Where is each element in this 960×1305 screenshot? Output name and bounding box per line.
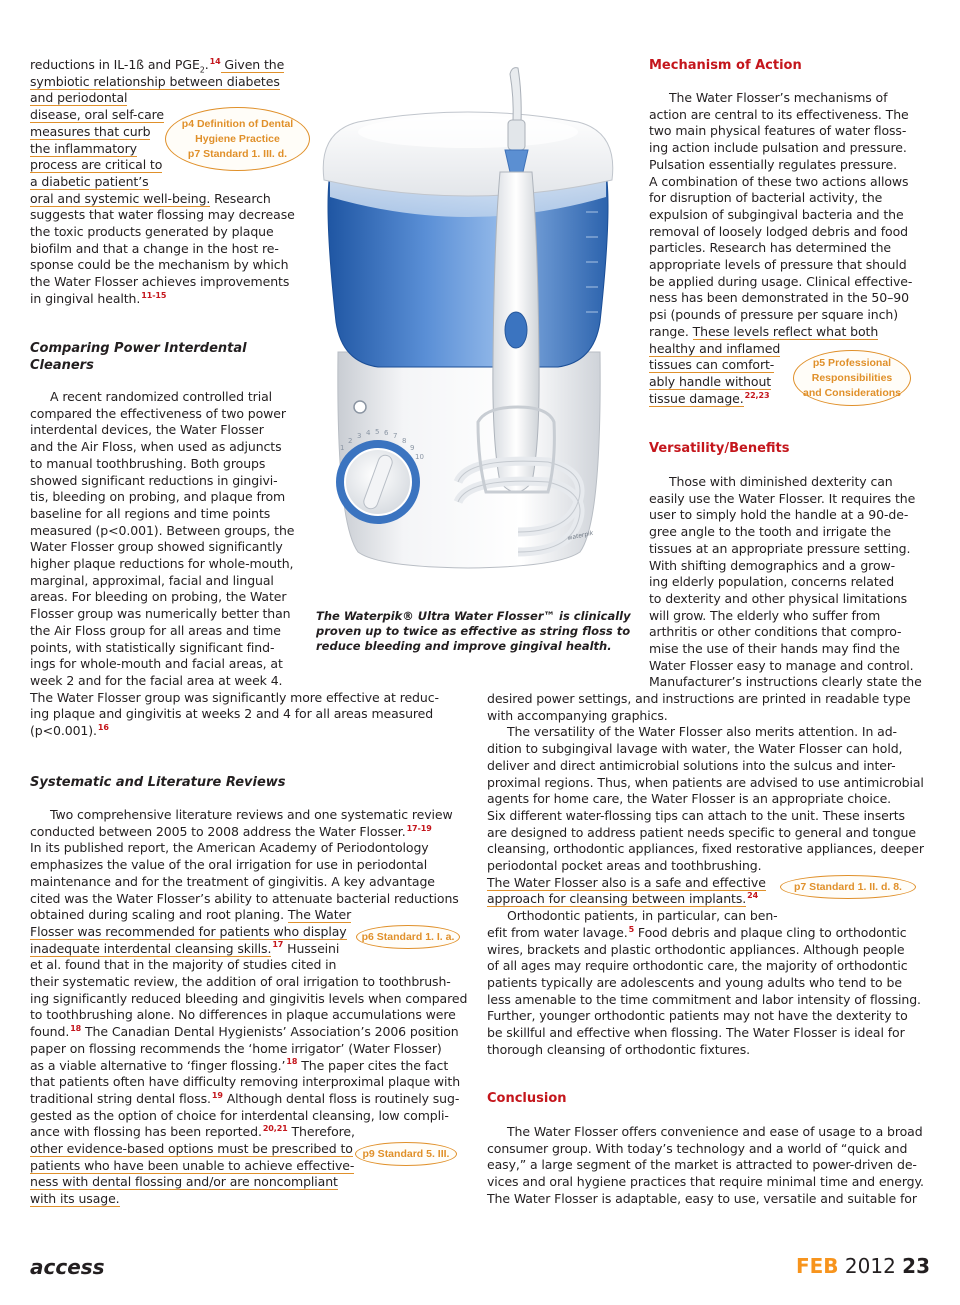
reference-mark: 11-15 bbox=[141, 290, 167, 300]
magazine-name: access bbox=[30, 1255, 105, 1279]
section-heading-comparing: Comparing Power Interdental Cleaners bbox=[30, 341, 247, 373]
reference-mark: 5 bbox=[628, 924, 635, 934]
reference-mark: 18 bbox=[70, 1023, 82, 1033]
issue-year: 2012 bbox=[844, 1254, 896, 1278]
svg-text:10: 10 bbox=[415, 453, 424, 461]
svg-text:3: 3 bbox=[357, 432, 362, 440]
section-heading-conclusion: Conclusion bbox=[487, 1091, 567, 1106]
power-button bbox=[354, 401, 366, 413]
image-caption: The Waterpik® Ultra Water Flosser™ is clinically proven up to twice as effective as string floss to reduce bleeding and improve gingival health. bbox=[316, 609, 631, 653]
water-flosser-product-image bbox=[318, 62, 618, 607]
issue-and-page bbox=[796, 1254, 930, 1278]
svg-text:9: 9 bbox=[410, 444, 415, 452]
section-heading-mechanism: Mechanism of Action bbox=[649, 58, 802, 73]
section-heading-versatility: Versatility/Benefits bbox=[649, 441, 790, 456]
issue-month: FEB bbox=[795, 1254, 839, 1278]
svg-text:1: 1 bbox=[340, 444, 345, 452]
reference-mark: 24 bbox=[747, 891, 759, 901]
versatility-paragraph-narrow: Those with diminished dexterity can easily use the Water Flosser. It requires the user to simply hold the handle at a 90-de- gree angle to the tooth and irrigate the tissues at an appropriate pressure setting. With shifting demographics and a grow- ing elderly population, concerns related to dexterity and other physical limitations will grow. The elderly who suffer from arthritis or other conditions that compro- mise the use of their hands may find the Water Flosser easy to manage and control. Manufacturer’s instructions clearly state the bbox=[649, 474, 922, 690]
svg-text:8: 8 bbox=[402, 437, 407, 445]
systematic-paragraph: Two comprehensive literature reviews and one systematic review conducted between 2005 to 2008 address the Water Flosser.$^{17-19}$ In its published report, the American Academy of Periodontology emphasizes the value of the oral irrigation for use in periodontal maintenance and for the treatment of gingivitis. A key advantage cited was the Water Flosser’s ability to attenuate bacterial reductions obtained during scaling and root planing. The Water Flosser was recommended for patients who display inadequate interdental cleansing skills.$^{17}$ Husseini et al. found that in the majority of studies cited in their systematic review, the addition of oral irrigation to toothbrush- ing significantly reduced bleeding and gingivitis levels when compared to toothbrushing alone. No differences in plaque accumulations were found.$^{18}$ The Canadian Dental Hygienists’ Association’s 2006 position paper on flossing recommends the ‘home irrigator’ (Water Flosser) as a viable alternative to ‘finger flossing.’$^{18}$ The paper cites the fact that patients often have difficulty removing interproximal plaque with traditional string dental floss.$^{19}$ Although dental floss is routinely sug- gested as the option of choice for interdental cleansing, low compli- ance with flossing has been reported.$^{20,21}$ Therefore, other evidence-based options must be prescribed to patients who have been unable to achieve effective- ness with dental flossing and/or are noncompliant with its usage. bbox=[30, 807, 468, 1207]
annotation-p6-standard: p6 Standard 1. I. a. bbox=[356, 925, 460, 949]
annotation-p9-standard: p9 Standard 5. III. bbox=[355, 1142, 457, 1166]
reference-mark: 20,21 bbox=[262, 1124, 288, 1134]
reference-mark: 17-19 bbox=[406, 823, 432, 833]
reference-mark: 17 bbox=[272, 940, 284, 950]
handle-pause-button bbox=[505, 312, 527, 348]
intro-paragraph: reductions in IL-1ß and $PGE_2.^{14}$ Given the symbiotic relationship between diabetes and periodontal disease, oral self-care measures that curb the inflammatory process are critical to a diabetic patient’s oral and systemic well-being. Research suggests that water flossing may decrease the toxic products generated by plaque biofilm and that a change in the host re- sponse could be the mechanism by which the Water Flosser achieves improvements in gingival health.$^{11-15}$ bbox=[30, 56, 295, 306]
svg-text:6: 6 bbox=[384, 429, 389, 437]
annotation-p4-standard: p4 Definition of Dental Hygiene Practice p7 Standard 1. III. d. bbox=[165, 107, 310, 171]
section-heading-systematic: Systematic and Literature Reviews bbox=[30, 775, 286, 790]
annotation-p5-standard: p5 Professional Responsibilities and Considerations bbox=[793, 350, 911, 406]
device-brand-label: waterpik bbox=[566, 529, 594, 542]
reference-mark: 19 bbox=[211, 1090, 223, 1100]
reference-mark: 22,23 bbox=[744, 390, 770, 400]
svg-text:5: 5 bbox=[375, 428, 380, 436]
reference-mark: 16 bbox=[97, 722, 109, 732]
comparing-paragraph: A recent randomized controlled trial compared the effectiveness of two power interdental devices, the Water Flosser and the Air Floss, when used as adjuncts to manual toothbrushing. Both groups showed significant reductions in gingivi- tis, bleeding on probing, and plaque from baseline for all regions and time points measured (p<0.001). Between groups, the Water Flosser group showed significantly higher plaque reductions for whole-mouth, marginal, approximal, facial and lingual areas. For bleeding on probing, the Water Flosser group was numerically better than the Air Floss group for all areas and time points, with statistically significant find- ings for whole-mouth and facial areas, at week 2 and for the facial area at week 4. The Water Flosser group was significantly more effective at reduc- ing plaque and gingivitis at weeks 2 and 4 for all areas measured (p<0.001).$^{16}$ bbox=[30, 389, 439, 739]
reference-mark: 14 bbox=[209, 56, 221, 66]
annotation-p7-standard: p7 Standard 1. II. d. 8. bbox=[780, 875, 916, 899]
svg-text:2: 2 bbox=[348, 437, 353, 445]
mechanism-paragraph: The Water Flosser’s mechanisms of action are central to its effectiveness. The two main physical features of water floss- ing action include pulsation and pressure. Pulsation essentially regulates pressure. A combination of these two actions allows for disruption of bacterial activity, the expulsion of subgingival bacteria and the removal of loosely lodged debris and food particles. Research has determined the appropriate levels of pressure that should be applied during usage. Clinical effective- ness has been demonstrated in the 50–90 psi (pounds of pressure per square inch) range. These levels reflect what both healthy and inflamed tissues can comfort- ably handle without tissue damage.$^{22,23}$ bbox=[649, 90, 913, 406]
versatility-paragraph-wide: desired power settings, and instructions are printed in readable type with accompanying graphics. The versatility of the Water Flosser also merits attention. In ad- dition to subgingival lavage with water, the Water Flosser can hold, deliver and direct antimicrobial solutions into the sulcus and inter- proximal regions. Thus, when patients are advised to use antimicrobial agents for home care, the Water Flosser is an appropriate choice. Six different water-flossing tips can attach to the unit. These inserts are designed to address patient needs specific to general and tongue cleansing, orthodontic appliances, fixed restorative appliances, deeper periodontal pocket areas and toothbrushing. The Water Flosser also is a safe and effective approach for cleansing between implants.$^{24}$ Orthodontic patients, in particular, can ben- efit from water lavage.$^5$ Food debris and plaque cling to orthodontic wires, brackets and plastic orthodontic appliances. Although people of all ages may require orthodontic care, the majority of orthodontic patients typically are adolescents and young adults who tend to be less amenable to the time commitment and labor intensity of flossing. Further, younger orthodontic patients may not have the dexterity to be skillful and effective when flossing. The Water Flosser is ideal for thorough cleansing of orthodontic fixtures. bbox=[487, 691, 924, 1057]
svg-text:4: 4 bbox=[366, 429, 371, 437]
reference-mark: 18 bbox=[286, 1057, 298, 1067]
svg-text:7: 7 bbox=[393, 432, 398, 440]
page-number: 23 bbox=[902, 1254, 930, 1278]
conclusion-paragraph: The Water Flosser offers convenience and ease of usage to a broad consumer group. With today’s technology and a world of “quick and easy,” a large segment of the market is attracted to power-driven de- vices and oral hygiene practices that require minimal time and energy. The Water Flosser is adaptable, easy to use, versatile and suitable for bbox=[487, 1124, 924, 1206]
